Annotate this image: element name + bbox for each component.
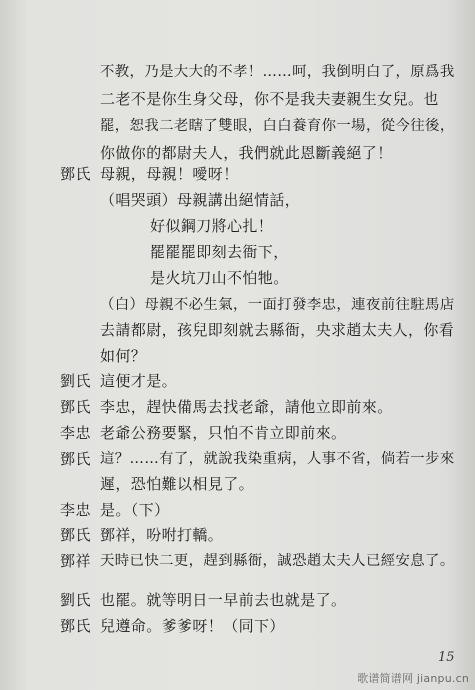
- text-line: （唱哭頭）母親講出絕情話，: [100, 191, 301, 209]
- text-line: 老爺公務要緊，只怕不肯立即前來。: [100, 424, 347, 442]
- text-line: 如何？: [100, 347, 147, 365]
- text-line: 好似鋼刀將心扎！: [150, 217, 274, 235]
- text-line: （白）母親不必生氣，一面打發李忠，連夜前往駐馬店: [100, 297, 455, 313]
- speaker-label: 鄧氏: [60, 526, 92, 544]
- speaker-label: 劉氏: [60, 591, 92, 609]
- speaker-label: 鄧氏: [60, 165, 92, 183]
- speaker-label: 李忠: [60, 501, 92, 519]
- text-line: 不教，乃是大大的不孝！……呵，我倒明白了，原爲我: [100, 64, 455, 80]
- speaker-label: 鄧祥: [60, 552, 92, 570]
- text-line: 這便才是。: [100, 372, 178, 390]
- text-line: 也罷。就等明日一早前去也就是了。: [100, 591, 347, 609]
- text-line: 二老不是你生身父母，你不是我夫妻親生女兒。也: [100, 90, 439, 108]
- speaker-label: 劉氏: [60, 372, 92, 390]
- text-line: 去請都尉，孩兒即刻就去縣衙，央求趙太夫人，你看: [100, 321, 455, 339]
- watermark: 歌谱简谱网 jianpu.cn: [357, 672, 469, 685]
- text-line: 你做你的都尉夫人，我們就此恩斷義絕了！: [100, 144, 393, 162]
- text-line: 李忠，趕快備馬去找老爺，請他立即前來。: [100, 398, 393, 416]
- text-line: 兒遵命。爹爹呀！（同下）: [100, 617, 285, 635]
- text-line: 這？……有了，就說我染重病，人事不省，倘若一步來: [100, 451, 455, 467]
- speaker-label: 鄧氏: [60, 617, 92, 635]
- speaker-label: 鄧氏: [60, 450, 92, 468]
- text-line: 遲，恐怕難以相見了。: [100, 475, 255, 493]
- text-line: 天時已快二更，趕到縣衙，誠恐趙太夫人已經安息了。: [100, 553, 455, 569]
- text-line: 是。（下）: [100, 501, 170, 519]
- speaker-label: 李忠: [60, 424, 92, 442]
- text-line: 鄧祥，吩咐打轎。: [100, 526, 224, 544]
- text-line: 母親，母親！噯呀！: [100, 165, 239, 183]
- speaker-label: 鄧氏: [60, 398, 92, 416]
- text-line: 罷，恕我二老瞎了雙眼，白白養育你一場，從今往後，: [100, 118, 455, 134]
- text-line: 罷罷罷即刻去衙下，: [150, 243, 289, 261]
- text-line: 是火坑刀山不怕牠。: [150, 269, 289, 287]
- page-number: 15: [438, 650, 455, 665]
